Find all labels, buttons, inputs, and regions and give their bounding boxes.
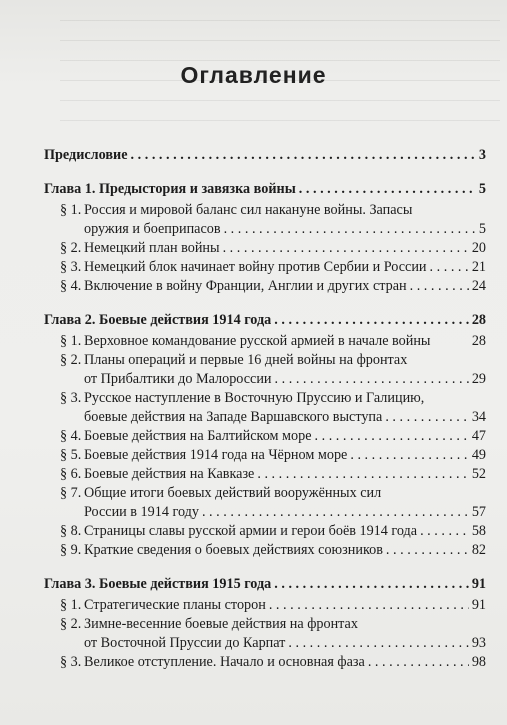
section-number: § 3. <box>60 654 82 670</box>
dot-leader <box>288 634 468 653</box>
section-number: § 3. <box>60 259 82 275</box>
toc-section-entry <box>44 427 486 446</box>
page-number: 3 <box>478 147 486 163</box>
section-number: § 7. <box>60 485 82 501</box>
entry-text: Боевые действия 1914 года на Чёрном море <box>84 447 348 463</box>
page-number: 5 <box>478 221 486 237</box>
entry-text: Краткие сведения о боевых действиях союзников <box>84 542 383 558</box>
entry-text: Зимне-весенние боевые действия на фронтах <box>84 616 358 632</box>
page-number: 21 <box>471 259 486 275</box>
page-number: 52 <box>471 466 486 482</box>
dot-leader <box>275 370 469 389</box>
entry-text: боевые действия на Западе Варшавского выступа <box>84 409 383 425</box>
dot-leader <box>223 239 469 258</box>
entry-text: от Восточной Пруссии до Карпат <box>84 635 286 651</box>
section-number: § 3. <box>60 390 82 406</box>
page-number: 47 <box>471 428 486 444</box>
section-number: § 1. <box>60 597 82 613</box>
toc-section-entry <box>44 503 486 522</box>
entry-text: Глава 3. Боевые действия 1915 года <box>44 576 272 592</box>
page-number: 28 <box>471 333 486 349</box>
toc-section-entry <box>44 446 486 465</box>
dot-leader <box>224 220 476 239</box>
entry-text: Боевые действия на Кавказе <box>84 466 255 482</box>
dot-leader <box>368 653 469 672</box>
section-number: § 2. <box>60 240 82 256</box>
page-number: 98 <box>471 654 486 670</box>
entry-text: Общие итоги боевых действий вооружённых сил <box>84 485 382 501</box>
toc-section-entry <box>44 220 486 239</box>
dot-leader <box>430 258 469 277</box>
entry-text: Россия и мировой баланс сил накануне войны. Запасы <box>84 202 413 218</box>
section-number: § 9. <box>60 542 82 558</box>
toc-section-entry <box>44 484 486 503</box>
toc-section-entry <box>44 370 486 389</box>
toc-chapter-entry <box>44 180 486 199</box>
entry-text: Страницы славы русской армии и герои боёв 1914 года <box>84 523 418 539</box>
toc-section-entry <box>44 596 486 615</box>
toc-section-entry <box>44 239 486 258</box>
entry-text: Предисловие <box>44 147 128 163</box>
section-number: § 4. <box>60 428 82 444</box>
toc-section-entry <box>44 351 486 370</box>
entry-text: Планы операций и первые 16 дней войны на фронтах <box>84 352 408 368</box>
entry-text: Великое отступление. Начало и основная фаза <box>84 654 365 670</box>
toc-section-entry <box>44 258 486 277</box>
toc-section-entry <box>44 408 486 427</box>
section-number: § 4. <box>60 278 82 294</box>
entry-text: Боевые действия на Балтийском море <box>84 428 312 444</box>
dot-leader <box>299 180 476 199</box>
entry-text: России в 1914 году <box>84 504 199 520</box>
page-number: 93 <box>471 635 486 651</box>
page-number: 5 <box>478 181 486 197</box>
toc-chapter-entry <box>44 575 486 594</box>
toc-chapter-entry <box>44 311 486 330</box>
page-number: 20 <box>471 240 486 256</box>
toc-section-entry <box>44 465 486 484</box>
toc-section-entry <box>44 615 486 634</box>
entry-text: оружия и боеприпасов <box>84 221 221 237</box>
page-number: 58 <box>471 523 486 539</box>
entry-text: Немецкий план войны <box>84 240 220 256</box>
table-of-contents <box>44 146 486 672</box>
page-number: 91 <box>471 576 486 592</box>
entry-text: Глава 1. Предыстория и завязка войны <box>44 181 296 197</box>
dot-leader <box>202 503 469 522</box>
section-number: § 1. <box>60 333 82 349</box>
section-number: § 1. <box>60 202 82 218</box>
toc-section-entry <box>44 332 486 351</box>
dot-leader <box>385 408 468 427</box>
entry-text: Включение в войну Франции, Англии и других стран <box>84 278 407 294</box>
toc-section-entry <box>44 201 486 220</box>
page-number: 34 <box>471 409 486 425</box>
entry-text: Стратегические планы сторон <box>84 597 266 613</box>
entry-text: Немецкий блок начинает войну против Сербии и России <box>84 259 427 275</box>
dot-leader <box>350 446 468 465</box>
page-number: 28 <box>471 312 486 328</box>
dot-leader <box>386 541 469 560</box>
toc-section-entry <box>44 522 486 541</box>
entry-text: Верховное командование русской армией в начале войны <box>84 333 431 349</box>
dot-leader <box>274 311 469 330</box>
page-number: 91 <box>471 597 486 613</box>
dot-leader <box>420 522 469 541</box>
toc-section-entry <box>44 277 486 296</box>
dot-leader <box>274 575 469 594</box>
page-number: 57 <box>471 504 486 520</box>
section-number: § 2. <box>60 616 82 632</box>
section-number: § 5. <box>60 447 82 463</box>
entry-text: от Прибалтики до Малороссии <box>84 371 272 387</box>
section-number: § 8. <box>60 523 82 539</box>
toc-section-entry <box>44 653 486 672</box>
toc-section-entry <box>44 389 486 408</box>
section-number: § 6. <box>60 466 82 482</box>
toc-chapter-entry <box>44 146 486 165</box>
dot-leader <box>410 277 469 296</box>
page-number: 82 <box>471 542 486 558</box>
dot-leader <box>315 427 469 446</box>
entry-text: Глава 2. Боевые действия 1914 года <box>44 312 272 328</box>
entry-text: Русское наступление в Восточную Пруссию и Галицию, <box>84 390 425 406</box>
section-number: § 2. <box>60 352 82 368</box>
page-number: 24 <box>471 278 486 294</box>
page-title: Оглавление <box>180 62 327 88</box>
page-number: 29 <box>471 371 486 387</box>
dot-leader <box>257 465 468 484</box>
toc-section-entry <box>44 634 486 653</box>
dot-leader <box>269 596 469 615</box>
dot-leader <box>131 146 476 165</box>
toc-section-entry <box>44 541 486 560</box>
page-number: 49 <box>471 447 486 463</box>
